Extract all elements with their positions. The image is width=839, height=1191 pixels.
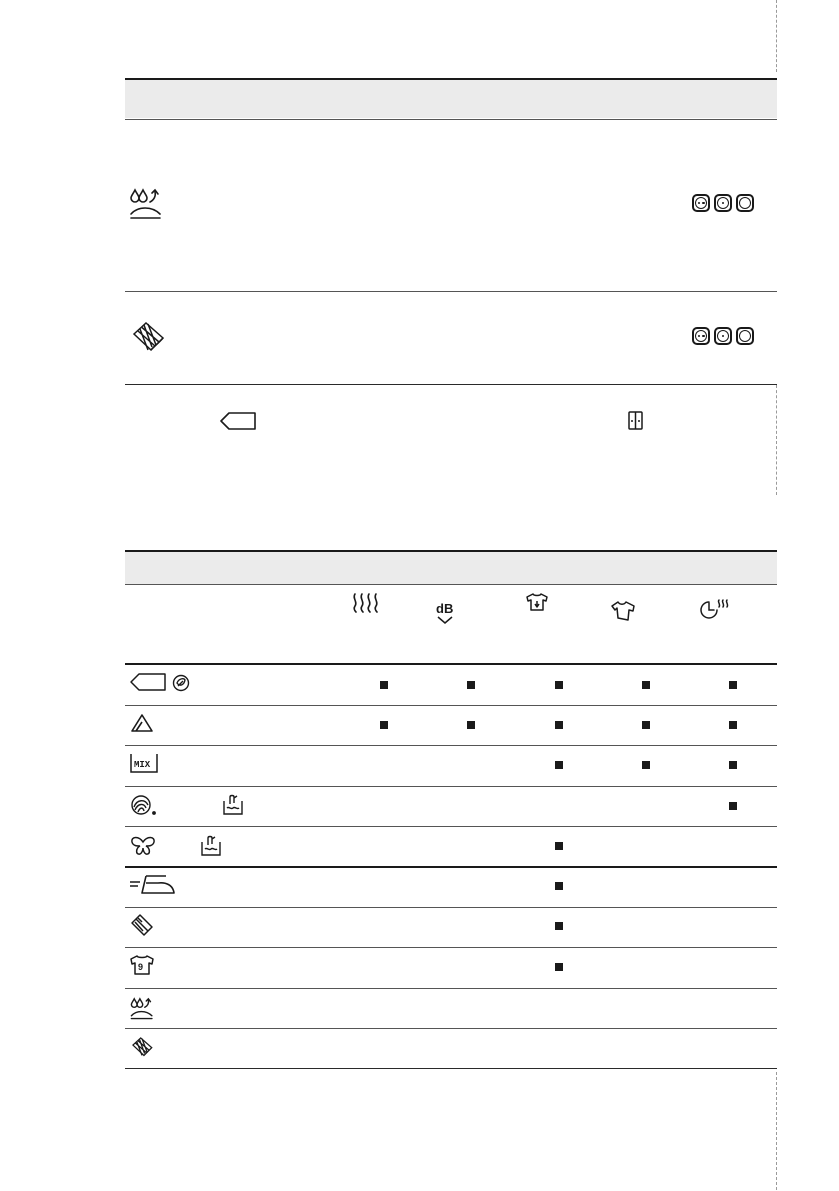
options-row-rule-3 <box>125 786 777 787</box>
symbol-group-row-2 <box>692 327 754 345</box>
crop-mark-top <box>776 0 777 72</box>
one-dot-ring-icon <box>714 327 732 345</box>
silk-icon <box>129 834 157 858</box>
blanket-icon <box>130 320 166 354</box>
wool-icon <box>129 793 159 817</box>
top-table-header <box>125 80 777 118</box>
crop-mark-middle <box>776 385 777 495</box>
option-available-mark <box>555 721 563 729</box>
mix-icon <box>129 752 159 774</box>
option-available-mark <box>555 681 563 689</box>
top-table-header-rule <box>125 119 777 120</box>
options-row-rule-1 <box>125 705 777 706</box>
shirt-icon <box>525 592 549 612</box>
options-table-header-rule <box>125 663 777 665</box>
two-dots-ring-icon <box>692 327 710 345</box>
option-available-mark <box>555 761 563 769</box>
options-row-rule-2 <box>125 745 777 746</box>
option-available-mark <box>729 721 737 729</box>
door-icon <box>627 410 645 432</box>
options-row-rule-5 <box>125 866 777 868</box>
options-table-bottom-rule <box>125 1068 777 1069</box>
top-table-row-rule-1 <box>125 291 777 292</box>
svg-text:9: 9 <box>138 962 144 972</box>
handwash-icon <box>222 793 244 817</box>
eco-icon <box>171 673 191 693</box>
handwash-icon <box>200 834 222 858</box>
option-available-mark <box>642 721 650 729</box>
option-available-mark <box>380 681 388 689</box>
crop-mark-bottom <box>776 1072 777 1190</box>
empty-ring-icon <box>736 194 754 212</box>
options-row-rule-6 <box>125 907 777 908</box>
option-available-mark <box>729 802 737 810</box>
svg-text:MIX: MIX <box>134 760 151 770</box>
rinse-icon <box>129 996 155 1020</box>
blanket-icon <box>130 1036 154 1058</box>
option-available-mark <box>642 681 650 689</box>
steam-icon <box>350 592 382 614</box>
top-table-bottom-rule <box>125 384 777 385</box>
options-row-rule-8 <box>125 988 777 989</box>
option-available-mark <box>380 721 388 729</box>
option-available-mark <box>555 963 563 971</box>
option-available-mark <box>729 681 737 689</box>
option-available-mark <box>555 882 563 890</box>
symbol-group-row-1 <box>692 194 754 212</box>
synthetics-icon <box>128 711 156 735</box>
time-steam-icon <box>700 598 730 622</box>
option-available-mark <box>467 681 475 689</box>
rinse-icon <box>128 186 164 220</box>
options-row-rule-4 <box>125 826 777 827</box>
quick-iron-icon <box>128 873 176 897</box>
option-available-mark <box>555 842 563 850</box>
svg-text:dB: dB <box>436 601 454 616</box>
option-available-mark <box>729 761 737 769</box>
tag-icon <box>129 672 167 692</box>
duvet-icon <box>129 913 155 937</box>
option-available-mark <box>467 721 475 729</box>
options-row-rule-9 <box>125 1028 777 1029</box>
one-dot-ring-icon <box>714 194 732 212</box>
tag-icon <box>219 411 257 431</box>
options-row-rule-7 <box>125 947 777 948</box>
empty-ring-icon <box>736 327 754 345</box>
soft-icon <box>610 600 636 622</box>
quiet-db-icon <box>434 600 458 626</box>
option-available-mark <box>555 922 563 930</box>
option-available-mark <box>642 761 650 769</box>
options-table-title-rule <box>125 584 777 585</box>
options-table-title-band <box>125 552 777 584</box>
two-dots-ring-icon <box>692 194 710 212</box>
sportswear-icon <box>129 954 155 976</box>
